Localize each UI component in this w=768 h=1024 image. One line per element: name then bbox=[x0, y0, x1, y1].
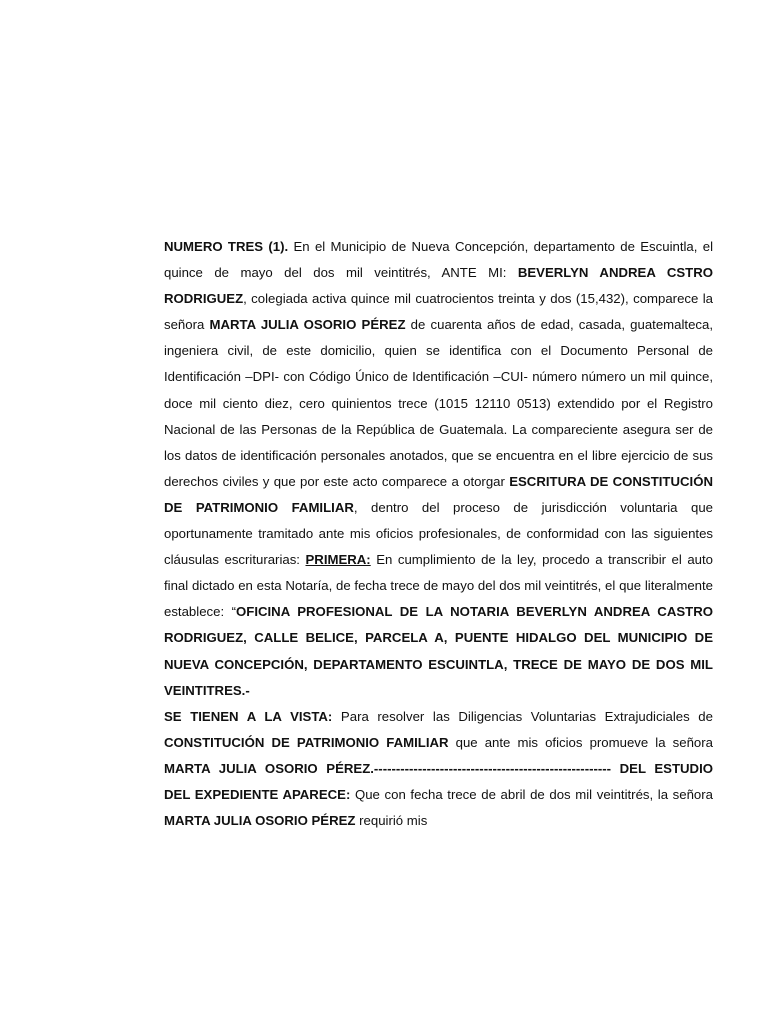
section-heading: SE TIENEN A LA VISTA: bbox=[164, 708, 333, 724]
text-run: que ante mis oficios promueve la señora bbox=[448, 734, 713, 750]
office-header: OFICINA PROFESIONAL DE LA NOTARIA BEVERLYN ANDREA CASTRO RODRIGUEZ, CALLE BELICE, PARCELA A, PUENTE HIDALGO DEL MUNICIPIO DE NUEVA CONCEPCIÓN, DEPARTAMENTO ESCUINTLA, TRECE DE MAYO DE DOS MIL VEINTITRES.- bbox=[164, 604, 713, 698]
appearing-party-name: MARTA JULIA OSORIO PÉREZ bbox=[209, 317, 406, 333]
paragraph-opening bbox=[164, 234, 713, 704]
text-run: En el Municipio de Nueva Concepción, departamento de Escuintla, el quince de mayo del dos mil veintitrés, ANTE MI: bbox=[164, 239, 713, 281]
text-run: Que con fecha trece de abril de dos mil veintitrés, la señora bbox=[350, 786, 713, 802]
notarial-deed-text bbox=[164, 234, 713, 834]
text-run: , colegiada activa quince mil cuatrocientos treinta y dos (15,432), comparece la señora bbox=[164, 291, 713, 333]
deed-number: NUMERO TRES (1). bbox=[164, 239, 289, 254]
paragraph-resolution bbox=[164, 704, 713, 834]
appearing-party-name: MARTA JULIA OSORIO PÉREZ bbox=[164, 813, 356, 829]
notary-name: BEVERLYN ANDREA CSTRO RODRIGUEZ bbox=[164, 265, 713, 307]
text-run: , dentro del proceso de jurisdicción voluntaria que oportunamente tramitado ante mis oficios profesionales, de conformidad con las siguientes cláusulas escriturarias: bbox=[164, 499, 713, 568]
text-run: de cuarenta años de edad, casada, guatemalteca, ingeniera civil, de este domicilio, quien se identifica con el Documento Personal de Identificación –DPI- con Código Único de Identificación –CUI- número número un mil quince, doce mil ciento diez, cero quinientos trece (1015 12110 0513) extendido por el Registro Nacional de las Personas de la República de Guatemala. La compareciente asegura ser de los datos de identificación personales anotados, que se encuentra en el libre ejercicio de sus derechos civiles y que por este acto comparece a otorgar bbox=[164, 317, 713, 489]
proceeding-name: CONSTITUCIÓN DE PATRIMONIO FAMILIAR bbox=[164, 734, 449, 750]
appearing-party-name: MARTA JULIA OSORIO PÉREZ.------------------------------------------------------ bbox=[164, 760, 612, 776]
clause-primera-heading: PRIMERA: bbox=[305, 552, 371, 568]
text-run: Para resolver las Diligencias Voluntarias Extrajudiciales de bbox=[332, 708, 713, 724]
text-run: En cumplimiento de la ley, procedo a transcribir el auto final dictado en esta Notaría, de fecha trece de mayo del dos mil veintitrés, el que literalmente establece: “ bbox=[164, 552, 713, 620]
text-run: requirió mis bbox=[355, 813, 428, 829]
text-run bbox=[611, 761, 620, 776]
deed-title: ESCRITURA DE CONSTITUCIÓN DE PATRIMONIO FAMILIAR bbox=[164, 473, 713, 515]
section-heading: DEL ESTUDIO DEL EXPEDIENTE APARECE: bbox=[164, 760, 713, 802]
